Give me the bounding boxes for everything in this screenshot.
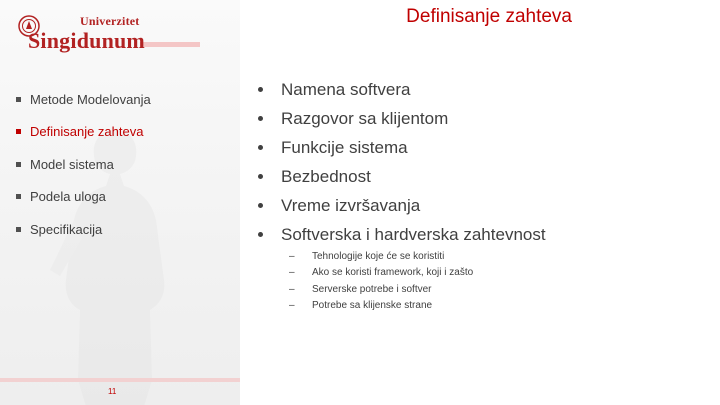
sidebar-item-model-sistema[interactable]	[16, 148, 236, 181]
sub-list-item-text: Tehnologije koje će se koristiti	[312, 250, 445, 262]
sub-list-item	[289, 265, 473, 282]
dash-bullet-icon: –	[289, 267, 295, 279]
page-title: Definisanje zahteva	[406, 6, 572, 27]
list-item	[258, 191, 546, 220]
square-bullet-icon	[16, 129, 21, 134]
square-bullet-icon	[16, 194, 21, 199]
sidebar-item-metode-modelovanja[interactable]	[16, 83, 236, 116]
sidebar-item-specifikacija[interactable]	[16, 213, 236, 246]
sidebar-nav	[16, 83, 236, 246]
bullet-dot-icon	[258, 116, 263, 121]
sub-list-item-text: Potrebe sa klijenske strane	[312, 300, 433, 312]
bullet-dot-icon	[258, 232, 263, 237]
sidebar-item-podela-uloga[interactable]	[16, 181, 236, 214]
sidebar-item-label: Podela uloga	[30, 189, 106, 205]
list-item	[258, 162, 546, 191]
sidebar-item-label: Specifikacija	[30, 221, 103, 237]
sidebar-item-label: Metode Modelovanja	[30, 91, 151, 107]
sidebar-item-label: Definisanje zahteva	[30, 124, 144, 140]
sub-list-item-text: Ako se koristi framework, koji i zašto	[312, 267, 474, 279]
square-bullet-icon	[16, 162, 21, 167]
bullet-dot-icon	[258, 174, 263, 179]
dash-bullet-icon: –	[289, 283, 295, 295]
list-item-text: Bezbednost	[281, 166, 371, 186]
list-item-text: Razgovor sa klijentom	[281, 108, 449, 128]
sidebar-item-definisanje-zahteva[interactable]	[16, 116, 236, 149]
university-logo	[14, 12, 154, 58]
list-item-text: Vreme izvršavanja	[281, 195, 421, 215]
sub-list-item-text: Serverske potrebe i softver	[312, 283, 432, 295]
square-bullet-icon	[16, 97, 21, 102]
page-number: 11	[108, 387, 117, 396]
bullet-dot-icon	[258, 203, 263, 208]
list-item-text: Softverska i hardverska zahtevnost	[281, 224, 546, 244]
decorative-bar	[0, 378, 240, 382]
list-item-text: Funkcije sistema	[281, 137, 408, 157]
dash-bullet-icon: –	[289, 300, 295, 312]
list-item	[258, 75, 546, 104]
logo-university-text: Univerzitet	[80, 14, 140, 28]
list-item	[258, 220, 546, 249]
list-item	[258, 104, 546, 133]
sub-list-item	[289, 298, 473, 315]
sub-bullet-list	[289, 248, 473, 314]
main-bullet-list	[258, 75, 546, 249]
logo-brand-text: Singidunum	[28, 28, 145, 53]
sub-list-item	[289, 281, 473, 298]
square-bullet-icon	[16, 227, 21, 232]
list-item-text: Namena softvera	[281, 79, 411, 99]
sidebar-item-label: Model sistema	[30, 156, 114, 172]
bullet-dot-icon	[258, 87, 263, 92]
list-item	[258, 133, 546, 162]
bullet-dot-icon	[258, 145, 263, 150]
sub-list-item	[289, 248, 473, 265]
dash-bullet-icon: –	[289, 250, 295, 262]
